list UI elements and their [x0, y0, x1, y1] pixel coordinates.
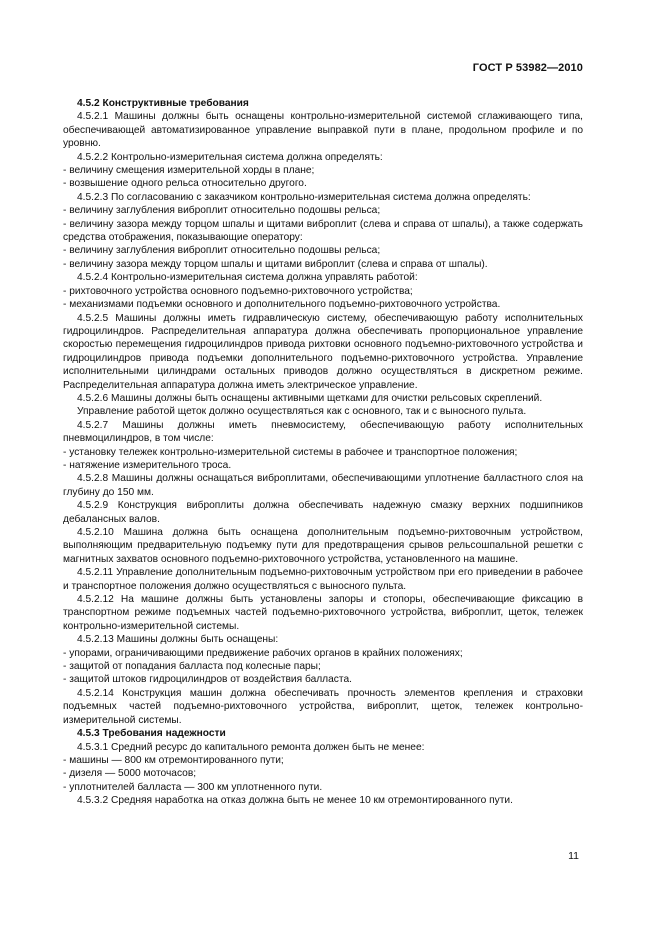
list-item: - величину зазора между торцом шпалы и щитами виброплит (слева и справа от шпалы), а также содержать средства отображения, показывающие оператору:	[63, 218, 583, 244]
paragraph: 4.5.2.10 Машина должна быть оснащена дополнительным подъемно-рихтовочным устройством, выполняющим предварительную подъемку пути для предотвращения срывов рельсошпальной решетки с магнитных захватов основного подъемно-рихтовочного устройства, установленного на машине.	[63, 527, 583, 565]
paragraph: 4.5.2.4 Контрольно-измерительная система должна управлять работой:	[77, 272, 418, 284]
paragraph: 4.5.3.1 Средний ресурс до капитального ремонта должен быть не менее:	[77, 741, 425, 753]
section-heading: 4.5.2 Конструктивные требования	[77, 98, 249, 109]
list-item: - защитой от попадания балласта под колесные пары;	[63, 661, 321, 673]
list-item: - установку тележек контрольно-измерительной системы в рабочее и транспортное положения;	[63, 446, 518, 458]
page-number: 11	[568, 850, 579, 862]
list-item: - возвышение одного рельса относительно другого.	[63, 178, 307, 190]
list-item: - величину заглубления виброплит относительно подошвы рельса;	[63, 205, 381, 217]
paragraph: Управление работой щеток должно осуществляться как с основного, так и с выносного пульта.	[77, 406, 527, 418]
document-body	[63, 97, 583, 808]
list-item: - дизеля — 5000 моточасов;	[63, 768, 197, 780]
paragraph: 4.5.3.2 Средняя наработка на отказ должна быть не менее 10 км отремонтированного пути.	[77, 795, 513, 807]
list-item: - величину смещения измерительной хорды в плане;	[63, 165, 315, 177]
paragraph: 4.5.2.13 Машины должны быть оснащены:	[77, 634, 279, 646]
list-item: - величину заглубления виброплит относительно подошвы рельса;	[63, 245, 381, 257]
list-item: - рихтовочного устройства основного подъемно-рихтовочного устройства;	[63, 285, 413, 297]
paragraph: 4.5.2.11 Управление дополнительным подъемно-рихтовочным устройством при его приведении в рабочее и транспортное положения должно осуществляться с выносного пульта.	[63, 567, 583, 592]
paragraph: 4.5.2.8 Машины должны оснащаться виброплитами, обеспечивающими уплотнение балластного слоя на глубину до 150 мм.	[63, 473, 583, 498]
list-item: - упорами, ограничивающими предвижение рабочих органов в крайних положениях;	[63, 647, 463, 659]
list-item: - величину зазора между торцом шпалы и щитами виброплит (слева и справа от шпалы).	[63, 258, 488, 270]
paragraph: 4.5.2.6 Машины должны быть оснащены активными щетками для очистки рельсовых скреплений.	[77, 392, 543, 404]
list-item: - защитой штоков гидроцилиндров от воздействия балласта.	[63, 674, 352, 686]
paragraph: 4.5.2.7 Машины должны иметь пневмосистему, обеспечивающую работу исполнительных пневмоцилиндров, в том числе:	[63, 419, 583, 445]
list-item: - уплотнителей балласта — 300 км уплотненного пути.	[63, 781, 323, 793]
standard-header: ГОСТ Р 53982—2010	[472, 62, 583, 74]
list-item: - машины — 800 км отремонтированного пути;	[63, 754, 284, 766]
paragraph: 4.5.2.9 Конструкция виброплиты должна обеспечивать надежную смазку верхних подшипников дебалансных валов.	[63, 500, 583, 525]
section-heading: 4.5.3 Требования надежности	[77, 728, 226, 740]
paragraph: 4.5.2.14 Конструкция машин должна обеспечивать прочность элементов крепления и страховки подъемных частей подъемно-рихтовочного устройства, виброплит, щеток, тележек контрольно-измерительной системы.	[63, 687, 583, 726]
paragraph: 4.5.2.5 Машины должны иметь гидравлическую систему, обеспечивающую работу исполнительных гидроцилиндров. Распределительная аппаратура должна обеспечивать пропорциональное управление скоростью перемещения гидроцилиндров привода рихтовки основного подъемно-рихтовочного устройства и гидроцилиндров привода подъемки дополнительного подъемно-рихтовочного устройства. Управление исполнительными цилиндрами остальных приводов должно осуществляться в дискретном режиме. Распределительная аппаратура должна иметь электрическое управление.	[63, 312, 583, 391]
paragraph: 4.5.2.2 Контрольно-измерительная система должна определять:	[77, 151, 383, 163]
list-item: - механизмами подъемки основного и дополнительного подъемно-рихтовочного устройства.	[63, 299, 501, 311]
paragraph: 4.5.2.12 На машине должны быть установлены запоры и стопоры, обеспечивающие фиксацию в транспортном режиме подъемных частей подъемно-рихтовочного устройства, виброплит, щеток, тележек контрольно-измерительной системы.	[63, 594, 583, 632]
paragraph: 4.5.2.1 Машины должны быть оснащены контрольно-измерительной системой сглаживающего типа, обеспечивающей автоматизированное управление выправкой пути в плане, продольном профиле и по уровню.	[63, 111, 583, 150]
paragraph: 4.5.2.3 По согласованию с заказчиком контрольно-измерительная система должна определять:	[77, 191, 531, 203]
list-item: - натяжение измерительного троса.	[63, 459, 232, 471]
